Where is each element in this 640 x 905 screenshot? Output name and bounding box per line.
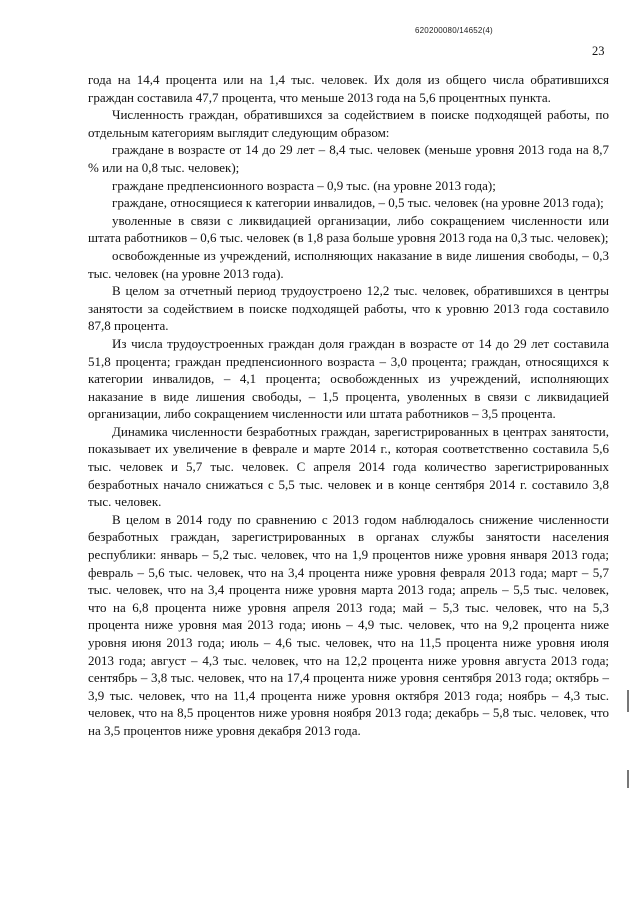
paragraph-youth: граждане в возрасте от 14 до 29 лет – 8,4 тыс. человек (меньше уровня 2013 года на 8,7 % или на 0,8 тыс. человек); [88,142,609,175]
scan-edge-mark [627,770,629,788]
paragraph-continuation: года на 14,4 процента или на 1,4 тыс. человек. Их доля из общего числа обратившихся граждан составила 47,7 процента, что меньше 2013 года на 5,6 процентных пункта. [88,72,609,105]
paragraph-dynamics: Динамика численности безработных граждан, зарегистрированных в центрах занятости, показывает их увеличение в феврале и марте 2014 г., которая соответственно составила 5,6 тыс. человек и 5,7 тыс. человек. С апреля 2014 года количество зарегистрированных безработных начало снижаться с 5,5 тыс. человек и в конце сентября 2014 г. составило 3,8 тыс. человек. [88,423,609,510]
paragraph-dismissed: уволенные в связи с ликвидацией организации, либо сокращением численности или штата работников – 0,6 тыс. человек (в 1,8 раза больше уровня 2013 года на 0,3 тыс. человек); [88,212,609,246]
page-number: 23 [592,44,605,58]
paragraph-employed-shares: Из числа трудоустроенных граждан доля граждан в возрасте от 14 до 29 лет составила 51,8 процента; граждан предпенсионного возраста – 3,0 процента; граждан, относящихся к категории инвалидов, – 4,1 процента; освобожденных из учреждений, исполняющих наказание в виде лишения свободы, – 1,5 процента, уволенных в связи с ликвидацией организации, либо сокращением численности или штата работников – 3,5 процента. [88,335,609,422]
paragraph-pre-retirement: граждане предпенсионного возраста – 0,9 тыс. (на уровне 2013 года); [112,177,496,193]
paragraph-monthly-comparison: В целом в 2014 году по сравнению с 2013 годом наблюдалось снижение численности безработных граждан, зарегистрированных в органах службы занятости населения республики: январь – 5,2 тыс. человек, что на 1,9 процентов ниже уровня января 2013 года; февраль – 5,6 тыс. человек, что на 3,4 процента ниже уровня февраля 2013 года; март – 5,7 тыс. человек, что на 3,4 процента ниже уровня марта 2013 года; апрель – 5,5 тыс. человек, что на 6,8 процента ниже уровня апреля 2013 года; май – 5,3 тыс. человек, что на 5,3 процента ниже уровня мая 2013 года; июнь – 4,9 тыс. человек, что на 9,2 процента ниже уровня июня 2013 года; июль – 4,6 тыс. человек, что на 11,5 процента ниже уровня июля 2013 года; август – 4,3 тыс. человек, что на 12,2 процента ниже уровня августа 2013 года; сентябрь – 3,8 тыс. человек, что на 17,4 процента ниже уровня сентября 2013 года; октябрь – 3,9 тыс. человек, что на 11,4 процента ниже уровня октября 2013 года; ноябрь – 4,3 тыс. человек, что на 8,5 процентов ниже уровня ноября 2013 года; декабрь – 5,8 тыс. человек, что на 3,5 процентов ниже уровня декабря 2013 года. [88,511,609,738]
document-code: 620200080/14652(4) [415,26,493,35]
document-body [88,71,609,740]
paragraph-employed-total: В целом за отчетный период трудоустроено 12,2 тыс. человек, обратившихся в центры занятости за содействием в поиске подходящей работы, что к уровню 2013 года составило 87,8 процента. [88,283,609,334]
scan-edge-mark [627,690,629,712]
paragraph-released: освобожденные из учреждений, исполняющих наказание в виде лишения свободы, – 0,3 тыс. человек (на уровне 2013 года). [88,247,609,281]
paragraph-disabled: граждане, относящиеся к категории инвалидов, – 0,5 тыс. человек (на уровне 2013 года); [112,195,604,211]
paragraph-categories-intro: Численность граждан, обратившихся за содействием в поиске подходящей работы, по отдельным категориям выглядит следующим образом: [88,107,609,140]
